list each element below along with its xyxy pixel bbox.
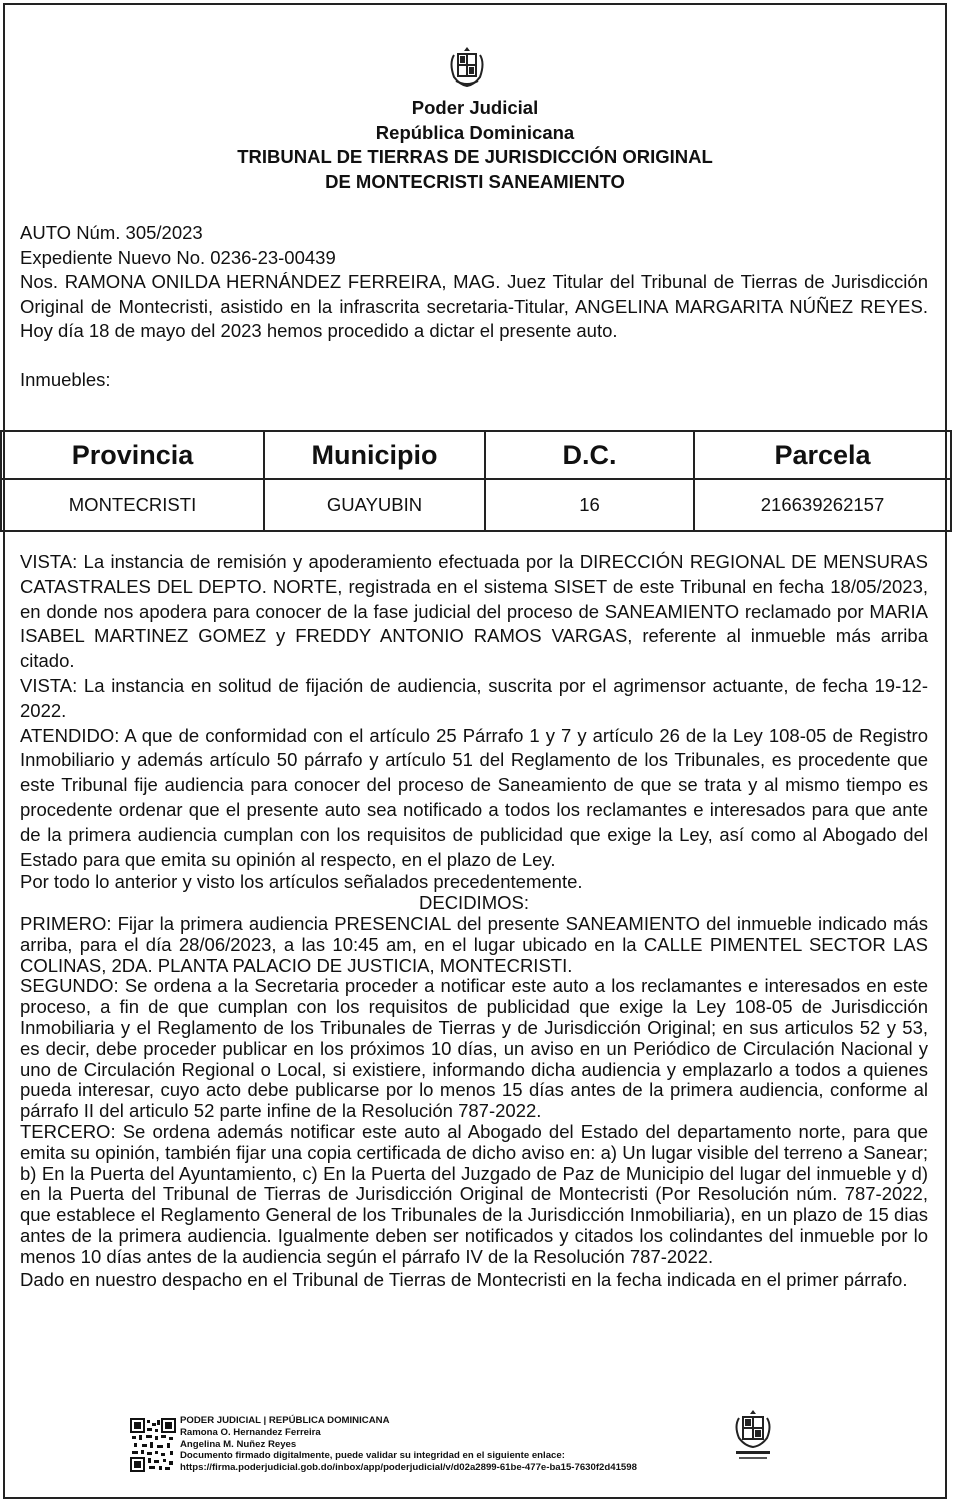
coat-of-arms-icon (446, 45, 488, 89)
signature-url[interactable]: https://firma.poderjudicial.gob.do/inbox/app/poderjudicial/v/d02a2899-61be-477e-ba15-7630f2d41598 (180, 1462, 637, 1474)
dado-paragraph: Dado en nuestro despacho en el Tribunal de Tierras de Montecristi en la fecha indicada en el primer párrafo. (20, 1268, 908, 1290)
table-header-row (1, 431, 951, 479)
body-section (20, 550, 928, 1292)
header-line-3: TRIBUNAL DE TIERRAS DE JURISDICCIÓN ORIGINAL (237, 146, 713, 167)
header-line-1: Poder Judicial (411, 97, 539, 118)
auto-number: AUTO Núm. 305/2023 (20, 222, 203, 243)
column-header: Municipio (264, 431, 485, 479)
signature-note: Documento firmado digitalmente, puede validar su integridad en el siguiente enlace: (180, 1450, 565, 1462)
signature-org: PODER JUDICIAL | REPÚBLICA DOMINICANA (180, 1415, 390, 1426)
signer-1: Ramona O. Hernandez Ferreira (180, 1426, 321, 1438)
segundo-paragraph: SEGUNDO: Se ordena a la Secretaria proceder a notificar este auto a los reclamantes e interesados en este proceso, a fin de que cumplan con los requisitos de publicidad que exige la Ley 108-05 de Jurisdicción Inmobiliaria y el Reglamento de los Tribunales de Tierras y de Jurisdicción Original; en sus articulos 52 y 53, es decir, debe proceder publicar en los próximos 10 días, un aviso en un Periódico de Circulación Nacional y uno de Circulación Regional o Local, si existiere, informando dicha audiencia y emplazarlo a todos a quienes pueda interesar, cuyo acto debe publicarse por lo menos 15 días antes de la primera audiencia, conforme al párrafo II del articulo 52 parte infine de la Resolución 787-2022. (20, 975, 928, 1122)
expediente-number: Expediente Nuevo No. 0236-23-00439 (20, 246, 336, 268)
intro-section (20, 221, 928, 393)
table-cell: GUAYUBIN (264, 479, 485, 531)
table-cell: 216639262157 (694, 479, 951, 531)
table-row (1, 479, 951, 531)
inmuebles-label: Inmuebles: (20, 369, 111, 390)
vista-paragraph-2: VISTA: La instancia en solitud de fijación de audiencia, suscrita por el agrimensor actuante, de fecha 19-12-2022. (20, 674, 928, 721)
nos-paragraph: Nos. RAMONA ONILDA HERNÁNDEZ FERREIRA, MAG. Juez Titular del Tribunal de Tierras de Jurisdicción Original de Montecristi, asistido en la infrascrita secretaria-Titular, ANGELINA MARGARITA NÚÑEZ REYES. Hoy día 18 de mayo del 2023 hemos procedido a dictar el presente auto. (20, 271, 928, 341)
vista-paragraph-1: VISTA: La instancia de remisión y apoderamiento efectuada por la DIRECCIÓN REGIONAL DE MENSURAS CATASTRALES DEL DEPTO. NORTE, registrada en el sistema SISET de este Tribunal en fecha 18/05/2023, en donde nos apodera para conocer de la fase judicial del proceso de SANEAMIENTO reclamado por MARIA ISABEL MARTINEZ GOMEZ y FREDDY ANTONIO RAMOS VARGAS, referente al inmueble más arriba citado. (20, 551, 928, 672)
table-cell: MONTECRISTI (1, 479, 264, 531)
table-cell: 16 (485, 479, 694, 531)
poder-judicial-logo-icon (730, 1408, 776, 1464)
tercero-paragraph: TERCERO: Se ordena además notificar este auto al Abogado del Estado del departamento norte, para que emita su opinión, también fijar una copia certificada de dicho aviso en: a) Un lugar visible del terreno a Sanear; b) En la Puerta del Ayuntamiento, c) En la Puerta del Juzgado de Paz de Municipio del lugar del inmueble y d) en la Puerta del Tribunal de Tierras de Jurisdicción Original de Montecristi (Por Resolución núm. 787-2022, que establece el Reglamento General de los Tribunales de la Jurisdicción Inmobiliaria), en un plazo de 15 dias antes de la primera audiencia. Igualmente deben ser notificados y citados los colindantes del inmueble por lo menos 10 días antes de la audiencia según el párrafo IV de la Resolución 787-2022. (20, 1120, 928, 1267)
column-header: Provincia (1, 431, 264, 479)
digital-signature-block (180, 1415, 637, 1474)
document-header (0, 96, 950, 194)
decidimos-heading: DECIDIMOS: (419, 892, 529, 914)
header-line-4: DE MONTECRISTI SANEAMIENTO (325, 170, 625, 192)
column-header: D.C. (485, 431, 694, 479)
por-todo-paragraph: Por todo lo anterior y visto los artículos señalados precedentemente. (20, 871, 583, 893)
column-header: Parcela (694, 431, 951, 479)
atendido-paragraph: ATENDIDO: A que de conformidad con el artículo 25 Párrafo 1 y 7 y artículo 26 de la Ley 108-05 de Registro Inmobiliario y además artículo 50 párrafo y artículo 51 del Reglamento de los Tribunales, es procedente que este Tribunal fije audiencia para conocer del proceso de Saneamiento de que se trata y al mismo tiempo es procedente ordenar que el presente auto sea notificado a todos los reclamantes e interesados para que ante de la primera audiencia cumplan con los requisitos de publicidad que exige la Ley, así como al Abogado del Estado para que emita su opinión al respecto, en el plazo de Ley. (20, 724, 928, 870)
property-table (0, 430, 950, 532)
qr-code-icon (130, 1418, 176, 1472)
header-line-2: República Dominicana (375, 121, 575, 143)
primero-paragraph: PRIMERO: Fijar la primera audiencia PRESENCIAL del presente SANEAMIENTO del inmueble indicado más arriba, para el día 28/06/2023, a las 10:45 am, en el lugar ubicado en la CALLE PIMENTEL SECTOR LAS COLINAS, 2DA. PLANTA PALACIO DE JUSTICIA, MONTECRISTI. (20, 912, 928, 976)
signer-2: Angelina M. Nuñez Reyes (180, 1438, 297, 1450)
